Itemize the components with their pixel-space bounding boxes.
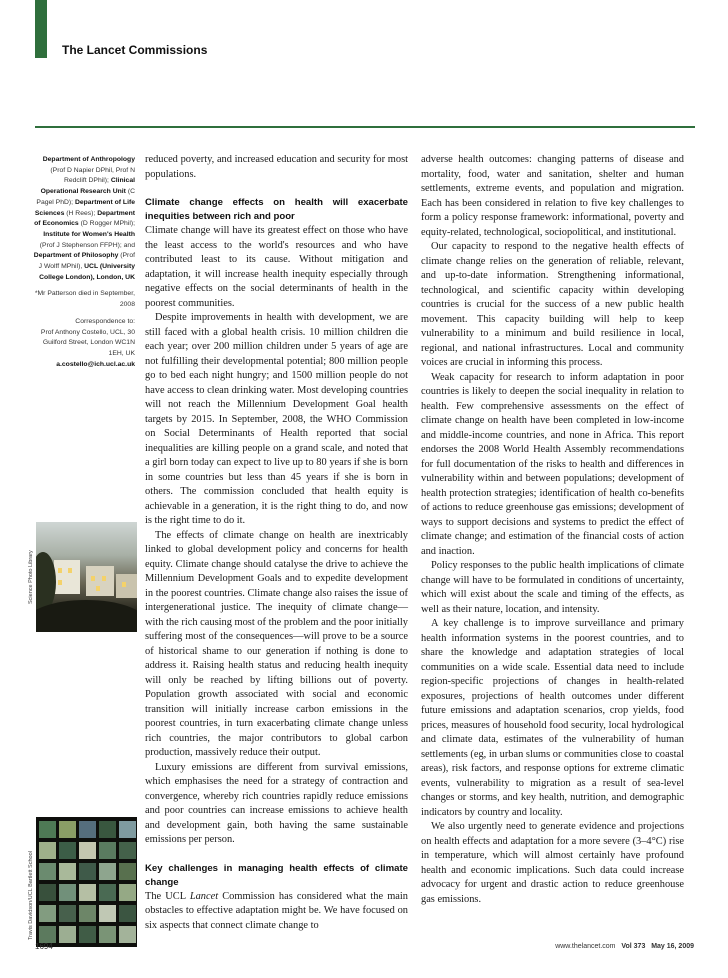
paragraph-text: The UCL (145, 890, 190, 902)
header-accent-bar (35, 0, 47, 58)
affiliation-names: (D Rogger MPhil); (78, 220, 135, 228)
footer-volume: Vol 373 (621, 943, 646, 950)
photo-credit: Science Photo Library (28, 550, 34, 604)
paragraph: The effects of climate change on health are inextricably linked to global development policy and concerns for health equity. Climate change should catalyse the drive to achieve the Millennium Development Goals and to expedite development in the poorest countries. Climate change also raises the issue of intergenerational justice. The inequity of climate change—with the rich causing most of the problem and the poor initially suffering most of the consequences—will prove to be a source of historical shame to our generation if nothing is done to address it. Raising health status and reducing health inequity will only be reached by lifting billions out of poverty. Population growth associated with social and economic transition will initially increase carbon emissions in the poorest countries, in turn exacerbating climate change unless rich countries, the major contributors to global carbon production, massively reduce their output. (145, 529, 408, 758)
paragraph: Policy responses to the public health implications of climate change will have to be formulated in conditions of uncertainty, which will exist about the scale and timing of the effects, as well as their nature, location, and intensity. (421, 560, 684, 615)
paragraph-text: Commission has considered what the main obstacles to effective adaptation might be. We have focused on six aspects that connect climate change to (145, 890, 408, 931)
body-column-right (421, 153, 684, 907)
affiliation-dept: Department of Economics (34, 209, 135, 228)
building-facade-photo (36, 817, 137, 947)
header-rule (35, 126, 695, 128)
section-heading: Climate change effects on health will exacerbate inequities between rich and poor (145, 197, 408, 222)
paragraph: Our capacity to respond to the negative health effects of climate change relies on the generation of reliable, relevant, and up-to-date information. Strengthening informational, technological, and scientific capacity within developing countries is crucial for the success of a new public health movement. This capacity building will help to keep vulnerability to a minimum and build resilience in local, regional, and national infrastructures. Local and community voices are crucial in informing this process. (421, 241, 684, 368)
affiliation-dept: UCL (University College London), London, UK (39, 263, 135, 281)
affiliation-names: (Prof J Wolff MPhil), (38, 252, 135, 271)
sidebar-affiliations (33, 155, 135, 370)
body-column-left (145, 153, 408, 933)
paragraph: Luxury emissions are different from survival emissions, which emphasises the need for a strategy of contraction and convergence, whereby rich countries rapidly reduce emissions and poor countries can increase emissions to achieve health and development gain, both having the same sustainable emissions per person. (145, 761, 408, 845)
affiliation-dept: Institute for Women's Health (43, 230, 135, 238)
paragraph: Climate change will have its greatest effect on those who have the least access to the world's resources and who have contributed least to its cause. Without mitigation and adaptation, it will increase health inequity especially through negative effects on the social determinants of health in the poorest communities. (145, 225, 408, 309)
page-number: 1694 (35, 942, 53, 951)
paragraph: Weak capacity for research to inform adaptation in poor countries is likely to deepen the social inequality in relation to health. Few comprehensive assessments on the effect of climate change on health have been completed in low-income and middle-income countries, and none in Africa. This report endorses the 2008 World Health Assembly recommendations for full documentation of the risks to health and differences in vulnerability within and between populations; development of health protection strategies; identification of health co-benefits of actions to reduce greenhouse gas emissions; development of ways to support decisions and systems to predict the effect of climate change; and estimation of the financial costs of action and inaction. (421, 371, 684, 557)
journal-name: Lancet (189, 890, 219, 902)
footer-site[interactable]: www.thelancet.com (555, 943, 616, 950)
footer-date: May 16, 2009 (651, 943, 694, 950)
affiliation-dept: Department of Life Sciences (34, 198, 135, 217)
affiliation-dept: Department of Philosophy (33, 252, 119, 260)
affiliation-dept: Clinical Operational Research Unit (40, 177, 135, 196)
paragraph: We also urgently need to generate evidence and projections on health effects and adaptation for a more severe (3–4°C) rise in temperature, which will almost certainly have profound health and economic implications. Such data could increase advocacy for urgent and drastic action to reduce greenhouse gas emissions. (421, 821, 684, 905)
affiliation-names: (C Pagel PhD); (36, 188, 135, 206)
city-at-dusk-photo (36, 522, 137, 632)
paragraph (145, 890, 408, 934)
correspondence-label: Correspondence to: (75, 317, 135, 325)
section-title: The Lancet Commissions (62, 43, 208, 57)
correspondence-block (33, 317, 135, 371)
paragraph: adverse health outcomes: changing patterns of disease and mortality, food, water and sanitation, shelter and human settlements, extreme events, and population and migration. Each has been considered in relation to five key challenges to form a policy response framework: informational, poverty and equity-related, technological, sociopolitical, and institutional. (421, 154, 684, 238)
affiliation-names: (Prof J Stephenson FFPH); and (39, 241, 135, 249)
correspondence-email[interactable]: a.costello@ich.ucl.ac.uk (56, 360, 135, 368)
paragraph: reduced poverty, and increased education and security for most populations. (145, 154, 408, 180)
paragraph: A key challenge is to improve surveillance and primary health information systems in the poorest countries, and to share the knowledge and adaptation strategies of local communities on a wide scale. Essential data need to include region-specific projections of changes in health-related exposures, projections of health outcomes under different future emissions and adaptation scenarios, crop yields, food prices, measures of household food security, local hydrological and climate data, estimates of the vulnerability of human settlements (eg, in urban slums or communities close to coastal areas), risk factors, and response options for extreme climatic events, vulnerability to migration as a result of sea-level changes or storms, and key health, nutrition, and demographic indicators by country and locality. (421, 618, 684, 818)
footer-citation (555, 943, 694, 950)
affiliation-dept: Department of Anthropology (42, 156, 135, 163)
affiliation-list (33, 155, 135, 283)
affiliation-names: (Prof D Napier DPhil, Prof N Redclift DPhil); (50, 166, 135, 185)
section-heading: Key challenges in managing health effects of climate change (145, 862, 408, 888)
deceased-note: *Mr Patterson died in September, 2008 (34, 290, 135, 309)
paragraph: Despite improvements in health with development, we are still faced with a global health crisis. 10 million children die each year; over 200 million children under 5 years of age are not fulfilling their developmental potential; 800 million people go to bed each night hungry; and 1500 million people do not have access to clean drinking water. Most developing countries will not reach the Millennium Development Goal health targets by 2015. In September, 2008, the WHO Commission on Social Determinants of Health reported that social inequalities are killing people on a grand scale, and noted that a girl born today can expect to live up to 80 years if she is born in some countries but less than 45 years if she is born in others. The commission concluded that health equity is achievable in a generation, it is the right thing to do, and now is the right time to do it. (145, 312, 408, 526)
affiliation-names: (H Rees); (64, 209, 98, 217)
photo-credit: Travis Davidson/UCL Bartlett School (28, 851, 34, 940)
correspondence-address: Prof Anthony Costello, UCL, 30 Guilford Street, London WC1N 1EH, UK (40, 328, 135, 357)
